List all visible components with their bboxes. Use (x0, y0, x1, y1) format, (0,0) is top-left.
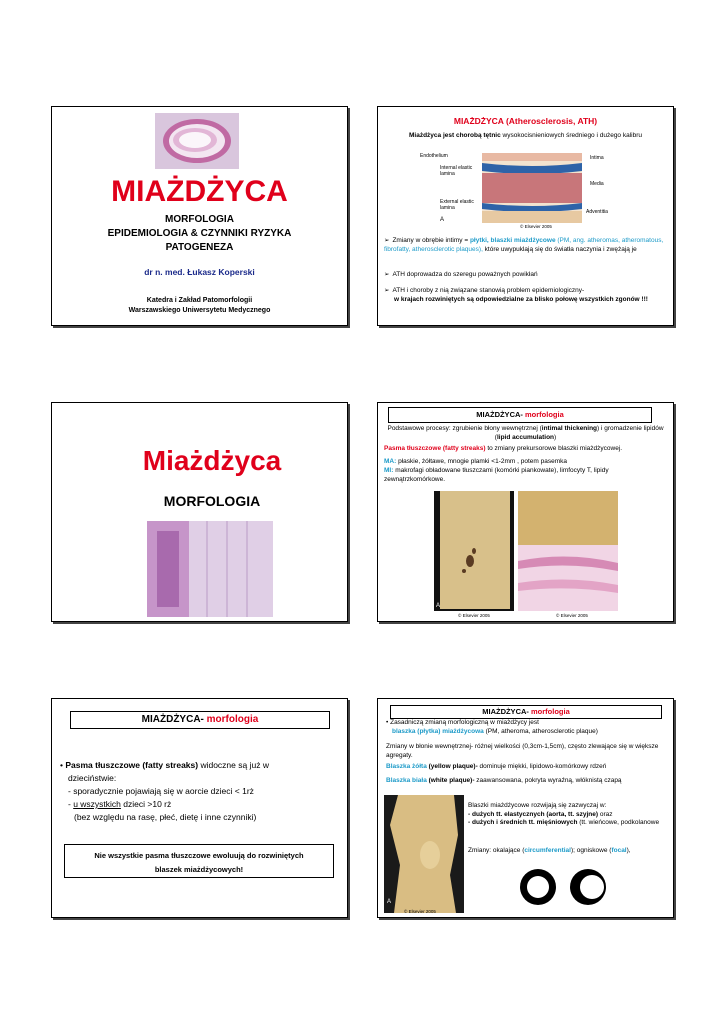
slide6-p1: • Zasadniczą zmianą morfologiczną w miażdżycy jest blaszka (płytka) miażdżycowa (PM, atheroma, atherosclerotic plaque) (386, 719, 598, 735)
slide3-subtitle: MORFOLOGIA (163, 493, 261, 509)
slide4-title-red: morfologia (522, 410, 564, 419)
slide-plaque-morphology (377, 698, 674, 918)
slide-fatty-streaks-children (51, 698, 348, 918)
slide4-mi: MI: makrofagi obładowane tłuszczami (komórki piankowate), limfocyty T, lipidy zewnątrzkomórkowe. (384, 467, 609, 483)
artery-wall-diagram (420, 153, 630, 231)
slide4-title-black: MIAŻDŻYCA- (476, 410, 523, 419)
b1-post: które uwypuklają się do światła naczynia i zwężają je (482, 245, 637, 253)
label-figure-letter: A (440, 217, 445, 223)
slide5-title-box (70, 711, 330, 729)
b1-teal3: ang. atheromas, atheromatous, fibrofatty, atherosclerotic plaques), (384, 237, 664, 253)
slide5-note-box: Nie wszystkie pasma tłuszczowe ewoluują do rozwiniętych blaszek miażdżycowych! (64, 844, 334, 878)
slide-ath-definition (377, 106, 674, 326)
slide6-title-red: morfologia (528, 707, 570, 716)
slide1-sub1: MORFOLOGIA (165, 214, 234, 225)
b3-text: ATH i choroby z nią związane stanowią problem epidemiologiczny- (392, 287, 585, 294)
slide3-title: Miażdżyca (142, 445, 282, 476)
slide6-title-black: MIAŻDŻYCA- (482, 707, 529, 716)
slide6-p4: Blaszka biała (white plaque)- zaawansowana, pokryta wyraźną, włóknistą czapą (386, 777, 622, 784)
slide4-copy1: © Elsevier 2005 (458, 613, 490, 618)
circumferential-plaque-icon (520, 869, 556, 905)
slide1-sub3: PATOGENEZA (165, 242, 234, 253)
slide5-title-black: MIAŻDŻYCA- (141, 714, 204, 725)
aorta-photo-fatty-streaks (434, 491, 514, 611)
slide2-intro-bold: Miażdżyca jest chorobą tętnic (408, 132, 501, 139)
slide4-img-letter: A (436, 603, 441, 609)
diagram-copyright: © Elsevier 2005 (520, 224, 552, 229)
label-intima: Intima (590, 155, 604, 161)
plaque-shape-icons (518, 865, 610, 909)
label-internal-lamina: Internal elastic lamina (440, 165, 473, 177)
slide6-copy: © Elsevier 2005 (404, 909, 436, 914)
slide6-shapes: Zmiany: okalające (circumferential); ogniskowe (focal), (468, 847, 631, 854)
aorta-photo-and-histology (518, 491, 618, 611)
slide4-ma: MA: płaskie, żółtawe, mnogie plamki <1-2mm , potem pasemka (384, 458, 567, 465)
slide1-sub2: EPIDEMIOLOGIA & CZYNNIKI RYZYKA (107, 228, 292, 239)
slide2-bullet1 (384, 237, 666, 254)
slide4-title-box (388, 407, 652, 423)
slide4-copy2: © Elsevier 2005 (556, 613, 588, 618)
focal-plaque-icon (570, 869, 606, 905)
slide2-title: MIAŻDŻYCA (Atherosclerosis, ATH) (453, 116, 598, 126)
slide2-bullet3 (384, 287, 666, 304)
slide2-bullet2 (384, 271, 666, 280)
slide6-title-box (390, 705, 662, 719)
slide1-author: dr n. med. Łukasz Koperski (144, 267, 255, 277)
slide4-p2: Pasma tłuszczowe (fatty streaks) to zmiany prekursorowe blaszki miażdżycowej. (384, 445, 623, 452)
aorta-plaque-photo (384, 795, 464, 913)
slide2-intro-rest: wysokocisnieniowych średniego i dużego kalibru (500, 132, 643, 139)
slide1-title: MIAŻDŻYCA (111, 175, 288, 208)
slide6-p2: Zmiany w błonie wewnętrznej- różnej wielkości (0,3cm-1,5cm), często zlewające się w większe agregaty. (386, 743, 659, 759)
slide2-intro (390, 132, 661, 141)
slide5-list: • Pasma tłuszczowe (fatty streaks) widoczne są już w dzieciństwie: - sporadycznie pojawiają się w aorcie dzieci < 1rż - u wszystkich dzieci >10 rż (bez względu na rasę, płeć, dietę i inne czynniki) (60, 760, 269, 822)
slide4-p1: Podstawowe procesy: zgrubienie błony wewnętrznej (intimal thickening) i gromadzenie lipidów (lipid accumulation) (387, 425, 664, 441)
b2-text: ATH doprowadza do szeregu poważnych powikłań (392, 271, 538, 278)
slide6-img-letter: A (387, 899, 392, 905)
label-endothelium: Endothelium (420, 153, 448, 159)
histology-image (147, 521, 273, 617)
slide1-dept2: Warszawskiego Uniwersytetu Medycznego (128, 307, 271, 314)
slide-morfologia-fatty-streaks (377, 402, 674, 622)
b3-bold: w krajach rozwiniętych są odpowiedzialne za blisko połowę wszystkich zgonów !!! (394, 295, 648, 303)
slide-morfologia-title (51, 402, 348, 622)
slide1-dept1: Katedra i Zakład Patomorfologii (146, 297, 253, 304)
b1-pre: Zmiany w obrębie intimy = (392, 237, 470, 244)
label-external-lamina: External elastic lamina (440, 199, 474, 211)
label-adventitia: Adventitia (586, 209, 608, 215)
artery-section-image (155, 113, 239, 169)
b1-teal: płytki, blaszki miażdżycowe (469, 237, 556, 244)
slide6-p3: Blaszka żółta (yellow plaque)- dominuje miękki, lipidowo-komórkowy rdzeń (386, 763, 607, 770)
slide5-title-red: morfologia (203, 714, 259, 725)
slide6-locations: Blaszki miażdżycowe rozwijają się zazwyczaj w: - dużych tt. elastycznych (aorta, tt. szyjne) oraz - dużych i średnich tt. mięśniowych (tt. wieńcowe, podkolanowe (468, 802, 660, 826)
label-media: Media (590, 181, 604, 187)
slide-title (51, 106, 348, 326)
b1-teal2: (PM, (555, 237, 572, 244)
